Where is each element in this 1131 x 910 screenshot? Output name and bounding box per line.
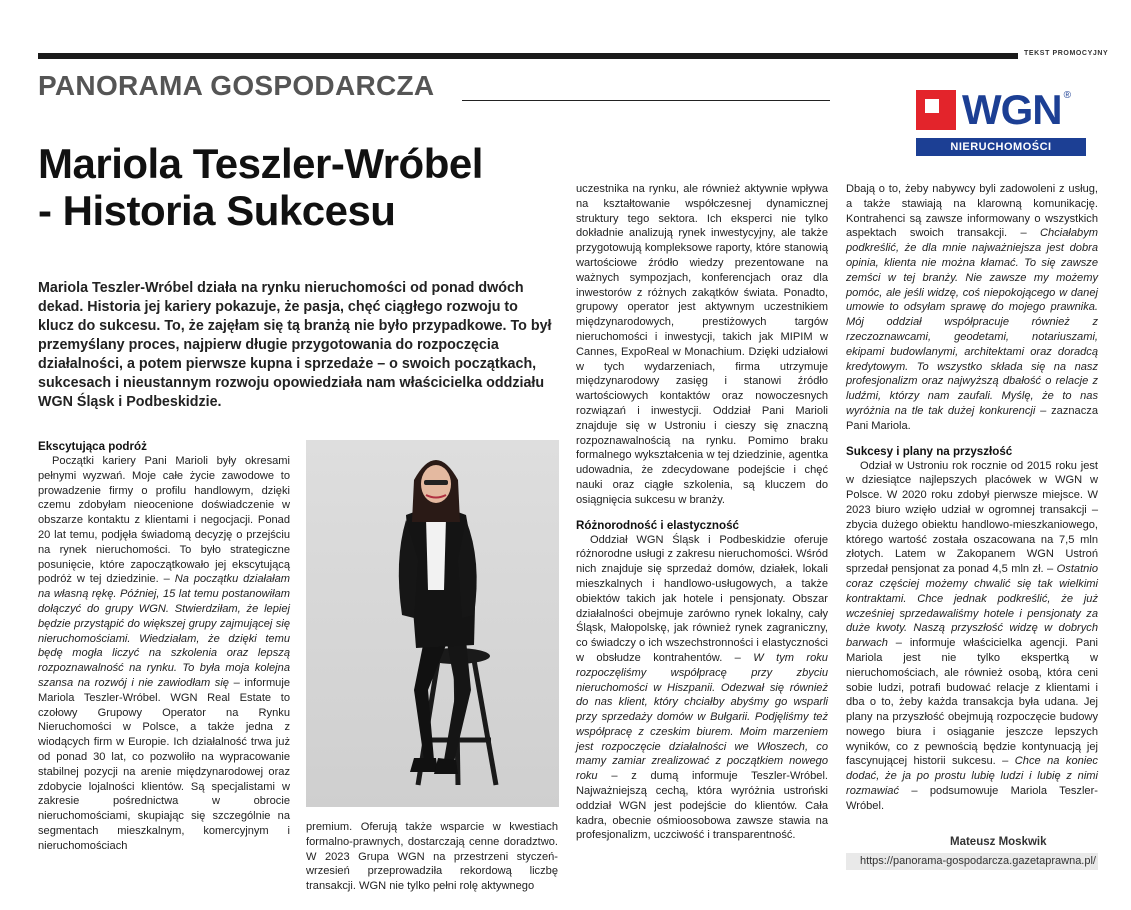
logo-subtitle: NIERUCHOMOŚCI (916, 138, 1086, 156)
paragraph: Dbają o to, żeby nabywcy byli zadowoleni z usług, a także stawiają na klarowną komunikację. Kontrahenci są zawsze informowany o wszystkich aspektach swoich transakcji. – Chciałabym podkreślić, że dla mnie najważniejsza jest dobra opinia, klienta nie można kłamać. To się zawsze zemści w tej branży. Nie zawsze my możemy pomóc, ale jeśli widzę, coś niepokojącego w danej umowie to odsyłam sprawę do mojego prawnika. Mój oddział współpracuje również z rzeczoznawcami, geodetami, notariuszami, ekipami budowlanymi, architektami oraz doradcą kredytowym. To wszystko składa się na nasz profesjonalizm oraz najwyższą dbałość o relacje z ludźmi, którzy nam zaufali. Myślę, że to nas wyróżnia na tle tak dużej konkurencji – zaznacza Pani Mariola. (846, 183, 1098, 432)
article-title (38, 140, 578, 234)
source-url-link[interactable]: https://panorama-gospodarcza.gazetaprawna.pl/ (846, 853, 1098, 870)
logo-word: WGN (962, 86, 1062, 133)
top-rule (38, 53, 1018, 59)
logo-registered: ® (1063, 90, 1072, 101)
section-rule (462, 100, 830, 101)
paragraph: uczestnika na rynku, ale również aktywnie wpływa na kształtowanie współczesnej dynamicznej struktury tego sektora. Ich eksperci nie tylko dokładnie analizują rynek inwestycyjny, ale także przygotowują kompleksowe raporty, które stanowią wartościowe źródło wiedzy prezentowane na ważnych sympozjach, konferencjach oraz dla inwestorów z różnych zakątków świata. Ponadto, grupowy operator jest aktywnym uczestnikiem międzynarodowych, prestiżowych targów nieruchomości i inwestycji, takich jak MIPIM w Cannes, ExpoReal w Monachium. Dzięki udziałowi w tych wydarzeniach, firma utrzymuje międzynarodowy zasięg i stanowi źródło wartościowych kontaktów oraz nowoczesnych rozwiązań i inwestycji. Oddział Pani Marioli znajduje się w Ustroniu i cieszy się znaczną rozpoznawalnością na rynku. Pomimo braku formalnego wykształcenia w tej dziedzinie, agentka udowadnia, że zdecydowane podejście i chęć nauki oraz ciągłe szkolenia, są kluczem do osiągnięcia sukcesu w branży. (576, 183, 828, 506)
section-heading-2: Różnorodność i elastyczność (576, 518, 739, 532)
byline: Mateusz Moskwik (950, 836, 1047, 848)
section-heading-1: Ekscytująca podróż (38, 440, 147, 453)
paragraph: premium. Oferują także wsparcie w kwestiach formalno-prawnych, dostarczają cenne doradztwo. W 2023 Grupa WGN na przestrzeni styczeń-wrzesień przeprowadziła rekordową liczbę transakcji. WGN nie tylko pełni rolę aktywnego (306, 821, 558, 893)
portrait-illustration (306, 440, 559, 807)
paragraph: Odział w Ustroniu rok rocznie od 2015 roku jest w dziesiątce najlepszych placówek w WGN w Polsce. W 2020 roku zdobył pierwsze miejsce. W 2023 biuro wzięło udział w ogromnej transakcji – zbycia dużego obiektu handlowo-mieszkaniowego, którego wartość została oszacowana na 7,5 mln złotych. Latem w Zakopanem WGN Ustroń sprzedał pensjonat za ponad 4,5 mln zł. – Ostatnio coraz częściej możemy chwalić się tak wielkimi kontraktami. Chce jednak podkreślić, że już wcześniej sprzedawaliśmy hotele i pensjonaty za duże kwoty. Naszą przyszłość widzę w dobrych barwach – informuje właścicielka agencji. Pani Mariola jest nie tylko ekspertką w nieruchomościach, ale również osobą, która ceni sobie ludzi, potrafi budować relacje z klientami i dba o to, żeby każda transakcja była udana. Jej plany na przyszłość obejmują rozpoczęcie budowy nowego biura i osiąganie jeszcze lepszych wyników, co z pewnością będzie kontynuacją jej fascynującej historii sukcesu. – Chce na koniec dodać, że ja po prostu lubię ludzi i lubię z nimi rozmawiać – podsumowuje Mariola Teszler-Wróbel. (846, 459, 1098, 812)
logo-square-icon (916, 90, 956, 130)
title-line-2: - Historia Sukcesu (38, 187, 396, 234)
column-2 (306, 820, 558, 894)
promo-label: TEKST PROMOCYJNY (1024, 50, 1109, 57)
column-3 (576, 182, 828, 843)
section-title: PANORAMA GOSPODARCZA (38, 70, 435, 101)
column-4 (846, 182, 1098, 814)
portrait-photo (306, 440, 559, 807)
section-heading-3: Sukcesy i plany na przyszłość (846, 444, 1013, 458)
title-line-1: Mariola Teszler-Wróbel (38, 140, 483, 187)
wgn-logo (916, 86, 1098, 158)
paragraph: Początki kariery Pani Marioli były okresami pełnymi wyzwań. Moje całe życie zawodowe to prowadzenie firmy o profilu handlowym, dzięki czemu zdobyłam nieocenione doświadczenie w obszarze kontaktu z klientami i negocjacji. Ponad 20 lat temu, podjęła świadomą decyzję o przejściu na rynek nieruchomości. To było strategiczne posunięcie, które zapoczątkowało jej ekscytującą podróż w tej dziedzinie. – Na początku działałam na własną rękę. Później, 15 lat temu postanowiłam dołączyć do grupy WGN. Stwierdziłam, że lepiej będzie przystąpić do większej grupy zajmującej się nieruchomościami. Wiedziałam, że dzięki temu będę mogła liczyć na szkolenia oraz lepszą rozpoznawalność na rynku. To była moja kolejna szansa na rozwój i nie zawiodłam się – informuje Mariola Teszler-Wróbel. WGN Real Estate to czołowy Grupowy Operator na Rynku Nieruchomości w Polsce, a także jedna z wiodących firm w Europie. Ich działalność trwa już od ponad 30 lat, co pozwoliło na wypracowanie stabilnej pozycji na arenie międzynarodowej oraz zdobycie lojalności klientów. Są specjalistami w zakresie pośrednictwa w obrocie nieruchomościami, skupiając się szczególnie na segmentach mieszkalnym, komercyjnym i nieruchomościach (38, 455, 290, 852)
article-lead: Mariola Teszler-Wróbel działa na rynku nieruchomości od ponad dwóch dekad. Historia jej kariery pokazuje, że pasja, chęć ciągłego rozwoju to klucz do sukcesu. To, że zajęłam się tą branżą nie było przypadkowe. To był przemyślany proces, najpierw długie przygotowania do rozpoczęcia działalności, a potem pierwsze kupna i sprzedaże – o swoich początkach, sukcesach i nieustannym rozwoju opowiedziała nam właścicielka oddziału WGN Śląsk i Podbeskidzie. (38, 280, 552, 410)
paragraph: Oddział WGN Śląsk i Podbeskidzie oferuje różnorodne usługi z zakresu nieruchomości. Wśród nich znajduje się sprzedaż domów, działek, lokali mieszkalnych i handlowo-usługowych, a także obiektów takich jak hotele i pensjonaty. Obszar działalności obejmuje zarówno rynek lokalny, cały Śląsk, Małopolskę, jak również rynek zagraniczny, co świadczy o ich wszechstronności i elastyczności w obsłudze kontrahentów. – W tym roku rozpoczęliśmy współpracę przy zbyciu nieruchomości w Hiszpanii. Odezwał się również do nas klient, który chciałby abyśmy go wsparli przy sprzedaży domów w Bułgarii. Podjęliśmy też współpracę z czeskim biurem. Moim marzeniem jest rozpoczęcie działalności we Włoszech, co mamy zamiar zrealizować z początkiem nowego roku – z dumą informuje Teszler-Wróbel. Najważniejszą cechą, która wyróżnia ustroński oddział WGN jest podejście do klientów. Cała kadra, obecnie ośmioosobowa zawsze stawia na profesjonalizm, uczciwość i transparentność. (576, 533, 828, 842)
column-1 (38, 439, 290, 854)
